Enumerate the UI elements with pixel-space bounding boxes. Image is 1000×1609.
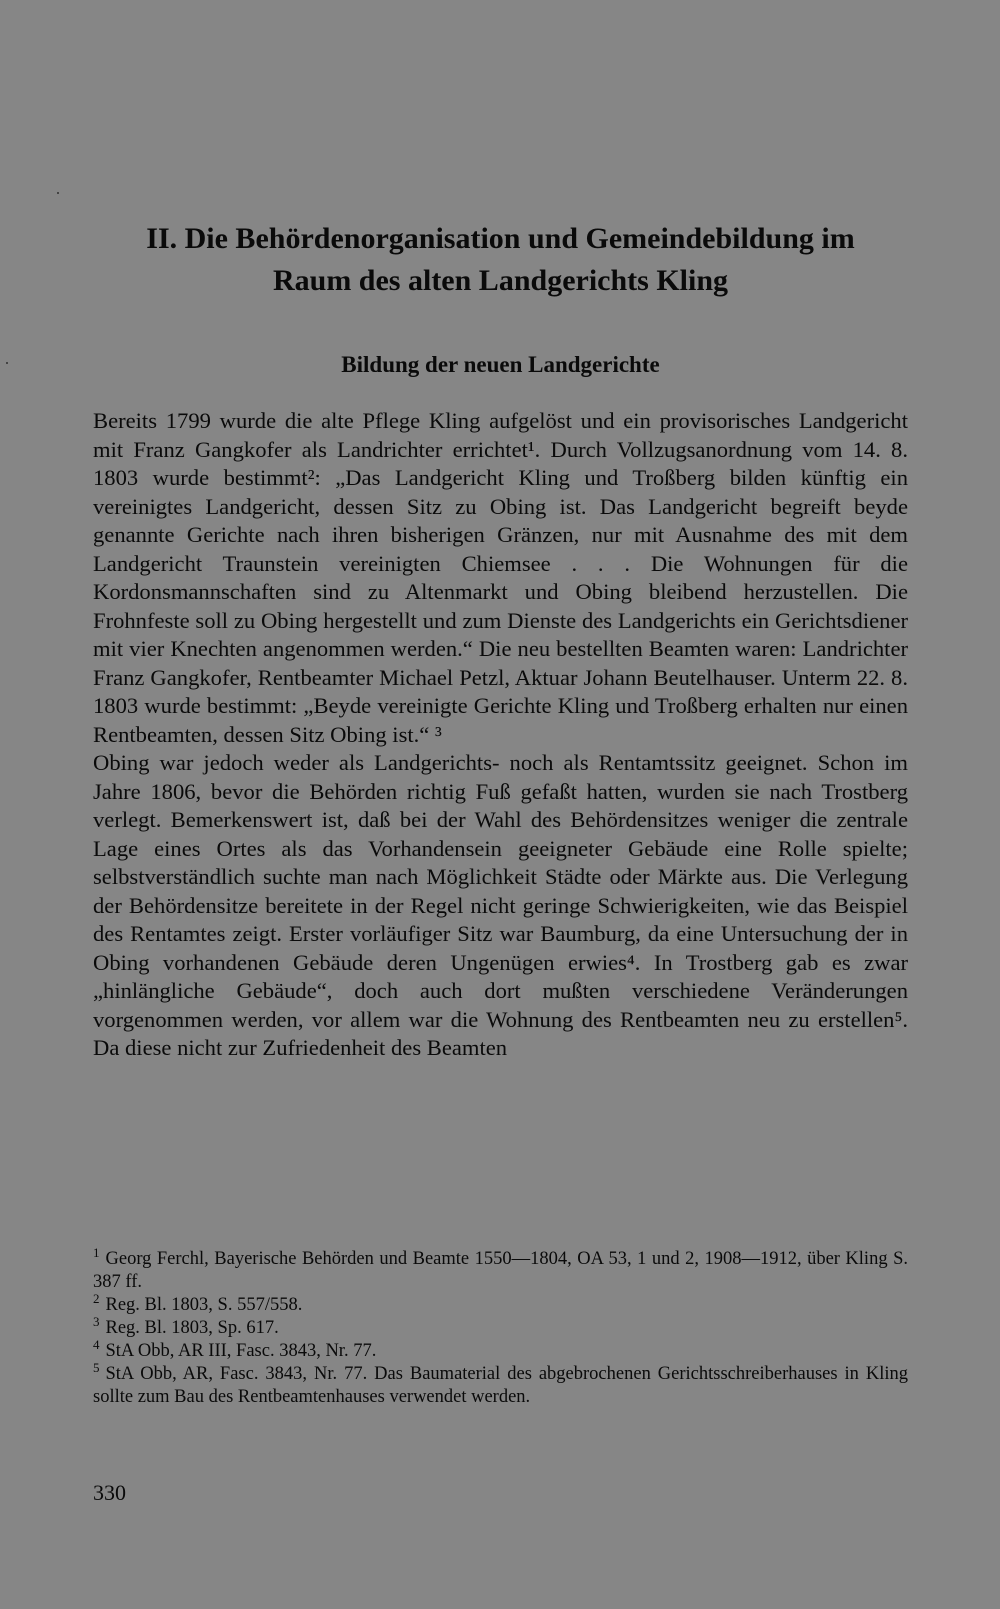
- paragraph-2: Obing war jedoch weder als Landgerichts- noch als Rentamtssitz geeignet. Schon im Jahre 1806, bevor die Behörden richtig Fuß gefaßt hatten, wurden sie nach Trostberg verlegt. Bemerkenswert ist, daß bei der Wahl des Behördensitzes weniger die zentrale Lage eines Ortes als das Vorhandensein geeigneter Gebäude eine Rolle spielte; selbstverständlich suchte man nach Möglichkeit Städte oder Märkte aus. Die Verlegung der Behördensitze bereitete in der Regel nicht geringe Schwierigkeiten, wie das Beispiel des Rentamtes zeigt. Erster vorläufiger Sitz war Baumburg, da eine Untersuchung der in Obing vorhandenen Gebäude deren Ungenügen erwies⁴. In Trostberg gab es zwar „hinlängliche Gebäude“, doch auch dort mußten verschiedene Veränderungen vorgenommen werden, vor allem war die Wohnung des Rentbeamten neu zu erstellen⁵. Da diese nicht zur Zufriedenheit des Beamten: [93, 750, 908, 1060]
- footnote-4: [93, 1336, 908, 1363]
- chapter-title: [93, 218, 908, 302]
- footnote-text: StA Obb, AR III, Fasc. 3843, Nr. 77.: [105, 1341, 377, 1361]
- footnote-mark: 2: [93, 1290, 100, 1306]
- paragraph-1: Bereits 1799 wurde die alte Pflege Kling aufgelöst und ein provisorisches Landgericht mit Franz Gangkofer als Landrichter errichtet¹. Durch Vollzugsanordnung vom 14. 8. 1803 wurde bestimmt²: „Das Landgericht Kling und Troßberg bilden künftig ein vereinigtes Landgericht, dessen Sitz zu Obing ist. Das Landgericht begreift beyde genannte Gerichte nach ihren bisherigen Gränzen, nur mit Ausnahme des mit dem Landgericht Traunstein vereinigten Chiemsee . . . Die Wohnungen für die Kordonsmannschaften sind zu Altenmarkt und Obing bleibend herzustellen. Die Frohnfeste soll zu Obing hergestellt und zum Dienste des Landgerichts ein Gerichtsdiener mit vier Knechten angenommen werden.“ Die neu bestellten Beamten waren: Landrichter Franz Gangkofer, Rentbeamter Michael Petzl, Aktuar Johann Beutelhauser. Unterm 22. 8. 1803 wurde bestimmt: „Beyde vereinigte Gerichte Kling und Troßberg erhalten nur einen Rentbeamten, dessen Sitz Obing ist.“ ³: [93, 408, 908, 747]
- footnote-text: StA Obb, AR, Fasc. 3843, Nr. 77. Das Baumaterial des abgebrochenen Gerichtsschreiberhauses in Kling sollte zum Bau des Rentbeamtenhauses verwendet werden.: [93, 1364, 908, 1407]
- footnote-mark: 4: [93, 1336, 100, 1352]
- footnote-mark: 1: [93, 1244, 100, 1260]
- footnotes: [93, 1244, 908, 1409]
- footnote-2: [93, 1290, 908, 1317]
- footnote-mark: 5: [93, 1359, 100, 1375]
- footnote-text: Reg. Bl. 1803, S. 557/558.: [105, 1295, 303, 1315]
- book-page: [93, 0, 908, 1609]
- footnote-5: [93, 1359, 908, 1409]
- chapter-title-line-2: Raum des alten Landgerichts Kling: [272, 264, 729, 297]
- body-text: [93, 407, 908, 1063]
- footnote-text: Reg. Bl. 1803, Sp. 617.: [105, 1318, 279, 1338]
- footnote-text: Georg Ferchl, Bayerische Behörden und Beamte 1550—1804, OA 53, 1 und 2, 1908—1912, über Kling S. 387 ff.: [93, 1249, 908, 1292]
- section-title: Bildung der neuen Landgerichte: [341, 352, 660, 377]
- footnote-3: [93, 1313, 908, 1340]
- scan-speck: [6, 362, 8, 364]
- scan-speck: [57, 192, 59, 194]
- footnote-mark: 3: [93, 1313, 100, 1329]
- page-number: 330: [93, 1480, 126, 1505]
- chapter-title-line-1: II. Die Behördenorganisation und Gemeindebildung im: [146, 222, 855, 255]
- footnote-1: [93, 1244, 908, 1294]
